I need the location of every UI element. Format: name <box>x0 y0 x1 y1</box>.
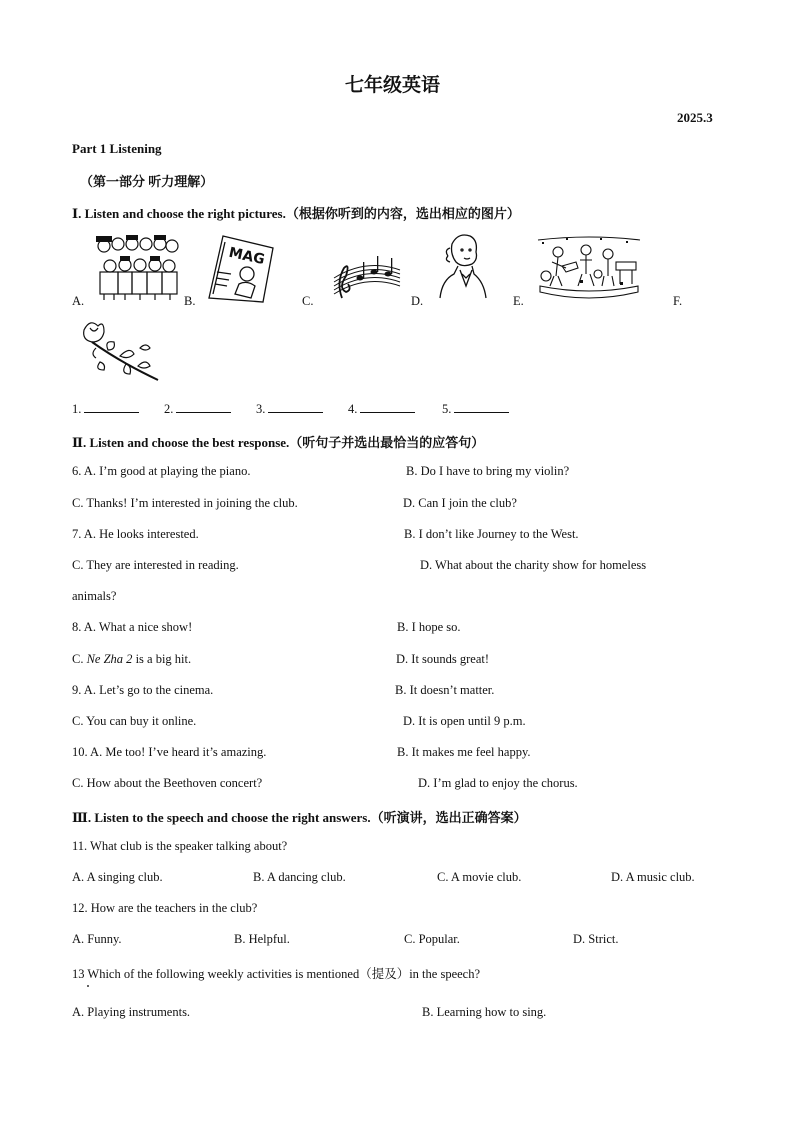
magazine-icon <box>205 232 277 304</box>
q7-option-b: B. I don’t like Journey to the West. <box>404 527 579 541</box>
q11-question: 11. What club is the speaker talking about? <box>72 839 288 853</box>
picture-e-letter: E. <box>513 294 524 308</box>
q13-option-b: B. Learning how to sing. <box>422 1005 547 1019</box>
q8-option-d: D. It sounds great! <box>396 652 490 666</box>
stray-dot <box>87 985 89 987</box>
q7-option-c: C. They are interested in reading. <box>72 558 239 572</box>
q6-option-a: 6. A. I’m good at playing the piano. <box>72 464 251 478</box>
picture-f-letter: F. <box>673 294 683 308</box>
picture-c-letter: C. <box>302 294 314 308</box>
flower-branch-icon <box>80 318 160 384</box>
q11-option-d: D. A music club. <box>611 870 695 884</box>
q12-option-a: A. Funny. <box>72 932 122 946</box>
q6-option-b: B. Do I have to bring my violin? <box>406 464 570 478</box>
q9-option-c: C. You can buy it online. <box>72 714 197 728</box>
choir-icon <box>92 232 184 302</box>
q11-option-b: B. A dancing club. <box>253 870 346 884</box>
band-concert-icon <box>536 232 642 302</box>
q12-option-c: C. Popular. <box>404 932 460 946</box>
q10-option-d: D. I’m glad to enjoy the chorus. <box>418 776 578 790</box>
q12-option-b: B. Helpful. <box>234 932 290 946</box>
q9-option-b: B. It doesn’t matter. <box>395 683 495 697</box>
answer-blank-1[interactable]: 1. <box>72 402 139 417</box>
q7-option-d: D. What about the charity show for homeless <box>420 558 647 572</box>
q6-option-c: C. Thanks! I’m interested in joining the club. <box>72 496 298 510</box>
picture-d-letter: D. <box>411 294 424 308</box>
part-title: Part 1 Listening <box>72 141 162 156</box>
composer-portrait-icon <box>438 230 488 300</box>
answer-blank-3[interactable]: 3. <box>256 402 323 417</box>
q10-option-c: C. How about the Beethoven concert? <box>72 776 263 790</box>
answer-blank-5[interactable]: 5. <box>442 402 509 417</box>
q12-option-d: D. Strict. <box>573 932 619 946</box>
q13-option-a: A. Playing instruments. <box>72 1005 191 1019</box>
svg-text:MAG: MAG <box>227 244 267 268</box>
q10-option-b: B. It makes me feel happy. <box>397 745 531 759</box>
music-notes-icon <box>330 248 402 300</box>
q7-option-d-continued: animals? <box>72 589 117 603</box>
q11-option-a: A. A singing club. <box>72 870 163 884</box>
q13-question: 13 Which of the following weekly activities is mentioned（提及）in the speech? <box>72 967 481 981</box>
q8-option-b: B. I hope so. <box>397 620 461 634</box>
q9-option-d: D. It is open until 9 p.m. <box>403 714 526 728</box>
picture-b-letter: B. <box>184 294 196 308</box>
q11-option-c: C. A movie club. <box>437 870 522 884</box>
answer-blank-2[interactable]: 2. <box>164 402 231 417</box>
q9-option-a: 9. A. Let’s go to the cinema. <box>72 683 214 697</box>
answer-blank-4[interactable]: 4. <box>348 402 415 417</box>
picture-a-letter: A. <box>72 294 85 308</box>
q8-option-a: 8. A. What a nice show! <box>72 620 193 634</box>
q12-question: 12. How are the teachers in the club? <box>72 901 258 915</box>
exam-date: 2025.3 <box>677 110 713 125</box>
section1-heading: Ⅰ. Listen and choose the right pictures.（根据你听到的内容，选出相应的图片） <box>72 206 520 221</box>
q7-option-a: 7. A. He looks interested. <box>72 527 199 541</box>
section3-heading: Ⅲ. Listen to the speech and choose the right answers.（听演讲，选出正确答案） <box>72 810 527 825</box>
q6-option-d: D. Can I join the club? <box>403 496 517 510</box>
q8-option-c: C. Ne Zha 2 is a big hit. <box>72 652 192 666</box>
page-title: 七年级英语 <box>345 75 441 96</box>
part-subtitle: （第一部分 听力理解） <box>80 174 214 189</box>
movie-title: Ne Zha 2 <box>86 652 133 666</box>
section2-heading: Ⅱ. Listen and choose the best response.（听句子并选出最恰当的应答句） <box>72 435 485 450</box>
q10-option-a: 10. A. Me too! I’ve heard it’s amazing. <box>72 745 267 759</box>
